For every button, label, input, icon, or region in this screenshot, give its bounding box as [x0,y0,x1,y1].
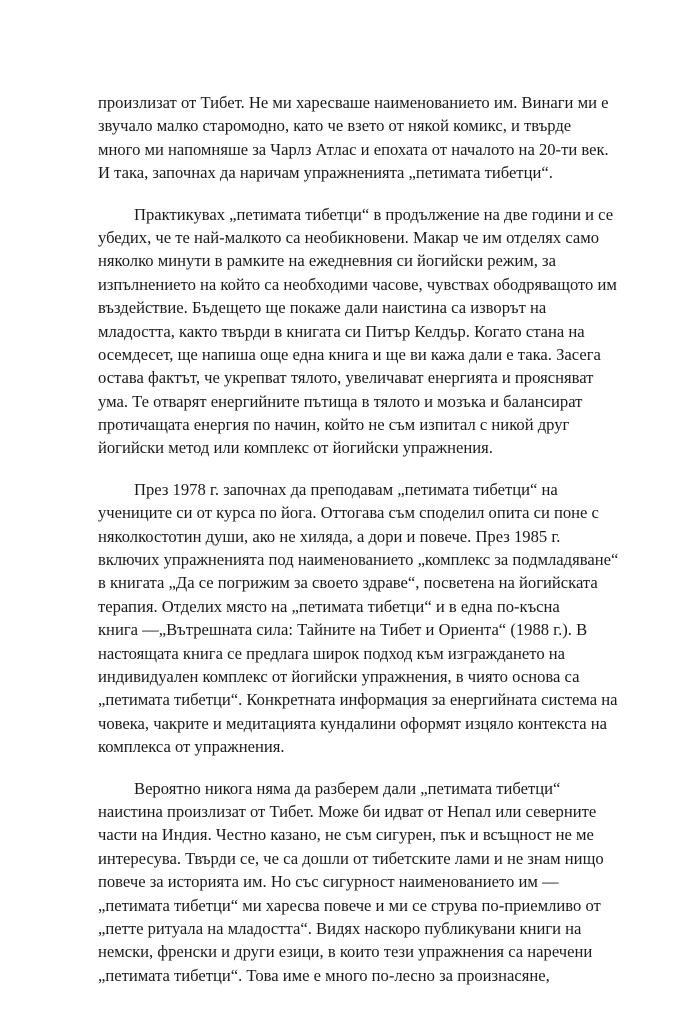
paragraph-3 [98,478,619,759]
text-line: учениците си от курса по йога. Оттогава съм споделил опита си поне с [98,503,599,523]
text-line: индивидуален комплекс от йогийски упражнения, в чиято основа са [98,666,580,686]
text-line: повече за историята им. Но със сигурност наименованието им — [98,872,559,892]
text-line: Практикувах „петимата тибетци“ в продължение на две години и се [134,204,614,224]
text-line: звучало малко старомодно, като че взето от някой комикс, и твърде [98,116,572,136]
text-line: настоящата книга се предлага широк подход към изграждането на [98,643,566,663]
text-line: Вероятно никога няма да разберем дали „петимата тибетци“ [134,778,561,798]
text-line: И така, започнах да наричам упражненията „петимата тибетци“. [98,163,553,183]
text-line: терапия. Отделих място на „петимата тибетци“ и в една по-късна [98,596,560,616]
text-line: книга —„Вътрешната сила: Тайните на Тибет и Ориента“ (1988 г.). В [98,620,588,640]
text-line: убедих, че те най-малкото са необикновени. Макар че им отделях само [98,227,600,247]
text-line: „петимата тибетци“ ми харесва повече и ми се струва по-приемливо от [98,895,601,915]
text-line: „петимата тибетци“. Конкретната информация за енергийната система на [98,690,618,710]
text-line: осемдесет, ще напиша още една книга и ще ви кажа дали е така. Засега [98,344,601,364]
text-line: „петте ритуала на младостта“. Видях наскоро публикувани книги на [98,918,582,938]
text-line: произлизат от Тибет. Не ми харесваше наименованието им. Винаги ми е [98,93,609,112]
text-line: йогийски метод или комплекс от йогийски упражнения. [98,438,493,458]
text-line: няколко минути в рамките на ежедневния си йогийски режим, за [98,251,556,271]
text-line: включих упражненията под наименованието „комплекс за подмладяване“ [98,550,619,570]
text-line: няколкостотин души, ако не хиляда, а дори и повече. През 1985 г. [98,526,561,546]
text-line: комплекса от упражнения. [98,737,285,757]
text-line: много ми напомняше за Чарлз Атлас и епохата от началото на 20-ти век. [98,139,609,159]
text-line: въздействие. Бъдещето ще покаже дали наистина са изворът на [98,298,547,318]
text-line: немски, френски и други езици, в които тези упражнения са наречени [98,942,593,962]
text-line: в книгата „Да се погрижим за своето здраве“, посветена на йогийската [98,573,598,593]
text-line: изпълнението на който са необходими часове, чувствах ободряващото им [98,274,617,294]
text-line: младостта, както твърди в книгата си Питър Келдър. Когато стана на [98,321,585,341]
text-line: човека, чакрите и медитацията кундалини оформят изцяло контекста на [98,713,607,733]
text-line: През 1978 г. започнах да преподавам „петимата тибетци“ на [134,479,558,499]
body-text [98,91,619,1005]
paragraph-1 [98,91,610,185]
text-line: „петимата тибетци“. Това име е много по-лесно за произнасяне, [98,965,550,985]
paragraph-2 [98,203,617,460]
text-line: наистина произлизат от Тибет. Може би идват от Непал или северните [98,801,597,821]
text-line: интересува. Твърди се, че са дошли от тибетските лами и не знам нищо [98,848,604,868]
paragraph-4 [98,777,610,988]
text-line: остава фактът, че укрепват тялото, увеличават енергията и проясняват [98,368,594,388]
text-line: ума. Те отварят енергийните пътища в тялото и мозъка и балансират [98,391,583,411]
text-line: протичащата енергия по начин, който не съм изпитал с никой друг [98,415,570,435]
text-line: части на Индия. Честно казано, не съм сигурен, пък и всъщност не ме [98,825,594,845]
